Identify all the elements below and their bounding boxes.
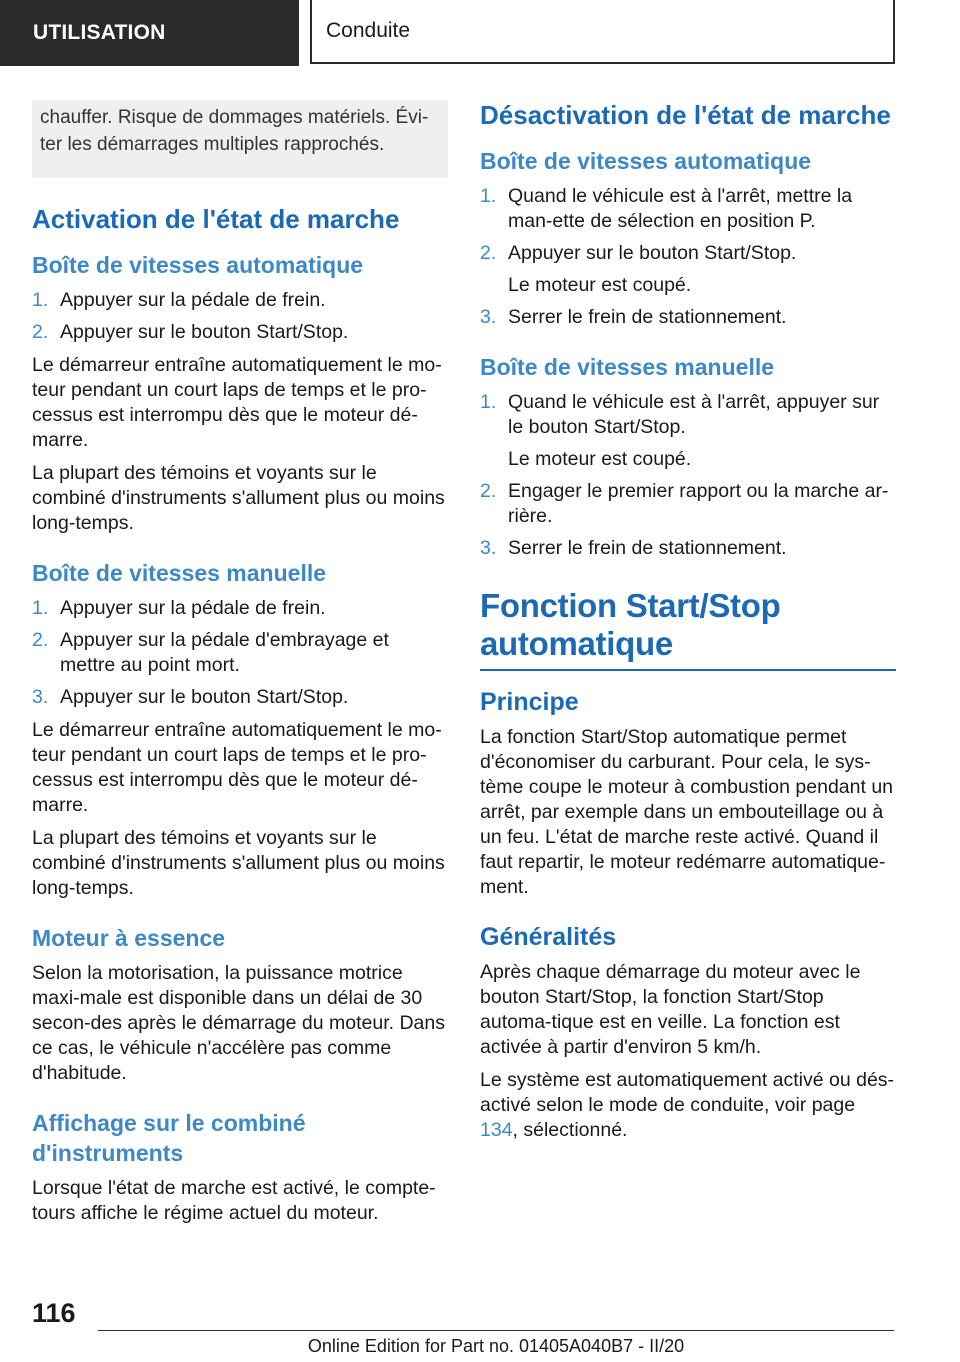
principle-heading: Principe	[480, 688, 579, 716]
step-text: Appuyer sur la pédale de frein.	[60, 597, 326, 619]
chapter-tab: Conduite	[310, 0, 895, 64]
paragraph: La fonction Start/Stop automatique permet d'économiser du carburant. Pour cela, le sys-tème coupe le moteur à combustion pendant un arrêt, par exemple dans un embouteillage ou à un feu. L'état de marche reste activé. Quand il faut repartir, le moteur redémarre automatique-ment.	[480, 726, 894, 898]
paragraph: Après chaque démarrage du moteur avec le bouton Start/Stop, la fonction Start/Stop automa-tique est en veille. La fonction est activée à partir d'environ 5 km/h.	[480, 961, 861, 1058]
section-tab: UTILISATION	[0, 0, 299, 66]
paragraph: Lorsque l'état de marche est activé, le compte-tours affiche le régime actuel du moteur.	[32, 1177, 436, 1224]
step-number: 3.	[32, 686, 49, 708]
list-item	[480, 184, 896, 234]
list-item	[480, 305, 896, 330]
auto-gearbox-heading: Boîte de vitesses automatique	[32, 252, 364, 278]
step-text: Appuyer sur le bouton Start/Stop.	[60, 321, 349, 343]
list-item	[480, 390, 896, 472]
page-reference-link[interactable]: 134	[480, 1119, 513, 1141]
step-number: 1.	[32, 289, 49, 311]
paragraph: Le démarreur entraîne automatiquement le mo-teur pendant un court laps de temps et le pro-cessus est interrompu dès que le moteur dé-marre.	[32, 354, 442, 451]
step-text: Appuyer sur le bouton Start/Stop.	[508, 242, 797, 264]
step-number: 3.	[480, 537, 497, 559]
petrol-engine-heading: Moteur à essence	[32, 925, 226, 951]
list-item	[32, 628, 448, 678]
deactivation-heading: Désactivation de l'état de marche	[480, 100, 891, 130]
step-number: 1.	[32, 597, 49, 619]
activation-heading: Activation de l'état de marche	[32, 204, 400, 234]
paragraph-text: Le système est automatiquement activé ou dés-activé selon le mode de conduite, voir page	[480, 1069, 895, 1116]
manual-activation-steps	[32, 596, 448, 710]
startstop-heading: Fonction Start/Stop automatique	[480, 587, 896, 671]
step-text: Appuyer sur la pédale de frein.	[60, 289, 326, 311]
step-number: 2.	[32, 321, 49, 343]
step-number: 3.	[480, 306, 497, 328]
list-item	[480, 241, 896, 298]
step-text: Engager le premier rapport ou la marche ar-rière.	[508, 480, 889, 527]
paragraph-text: , sélectionné.	[512, 1119, 628, 1141]
step-number: 1.	[480, 185, 497, 207]
page-number: 116	[32, 1298, 76, 1328]
edition-info: Online Edition for Part no. 01405A040B7 - II/20	[307, 1336, 685, 1356]
paragraph: La plupart des témoins et voyants sur le combiné d'instruments s'allument plus ou moins long-temps.	[32, 462, 445, 534]
cluster-display-heading: Affichage sur le combiné d'instruments	[32, 1110, 306, 1166]
paragraph	[480, 1068, 896, 1143]
list-item	[480, 479, 896, 529]
footer-divider	[98, 1330, 894, 1331]
step-text: Serrer le frein de stationnement.	[508, 537, 787, 559]
paragraph: Le démarreur entraîne automatiquement le mo-teur pendant un court laps de temps et le pro-cessus est interrompu dès que le moteur dé-marre.	[32, 719, 442, 816]
list-item	[480, 536, 896, 561]
left-column	[32, 100, 448, 1234]
list-item	[32, 288, 448, 313]
warning-note-continuation	[32, 100, 448, 178]
manual-gearbox-heading: Boîte de vitesses manuelle	[32, 560, 327, 586]
step-text: Quand le véhicule est à l'arrêt, mettre la man-ette de sélection en position P.	[508, 185, 853, 232]
step-number: 2.	[480, 242, 497, 264]
step-number: 2.	[32, 629, 49, 651]
auto-deactivation-steps	[480, 184, 896, 330]
step-text: Appuyer sur le bouton Start/Stop.	[60, 686, 349, 708]
paragraph: Selon la motorisation, la puissance motrice maxi-male est disponible dans un délai de 30 secon-des après le démarrage du moteur. Dans ce cas, le véhicule n'accélère pas comme d'habitude.	[32, 962, 445, 1084]
note-line: chauffer. Risque de dommages matériels. Évi-	[40, 107, 429, 128]
step-number: 1.	[480, 391, 497, 413]
step-number: 2.	[480, 480, 497, 502]
manual-deactivation-steps	[480, 390, 896, 561]
note-line: ter les démarrages multiples rapprochés.	[40, 134, 385, 155]
manual-gearbox-heading: Boîte de vitesses manuelle	[480, 354, 775, 380]
list-item	[32, 685, 448, 710]
page-header	[0, 0, 960, 66]
list-item	[32, 596, 448, 621]
list-item	[32, 320, 448, 345]
step-note: Le moteur est coupé.	[508, 448, 692, 470]
step-text: Quand le véhicule est à l'arrêt, appuyer sur le bouton Start/Stop.	[508, 391, 880, 438]
general-heading: Généralités	[480, 923, 617, 951]
auto-activation-steps	[32, 288, 448, 345]
auto-gearbox-heading: Boîte de vitesses automatique	[480, 148, 812, 174]
step-note: Le moteur est coupé.	[508, 274, 692, 296]
step-text: Appuyer sur la pédale d'embrayage et mettre au point mort.	[60, 629, 389, 676]
step-text: Serrer le frein de stationnement.	[508, 306, 787, 328]
right-column	[480, 100, 896, 1151]
paragraph: La plupart des témoins et voyants sur le combiné d'instruments s'allument plus ou moins long-temps.	[32, 827, 445, 899]
